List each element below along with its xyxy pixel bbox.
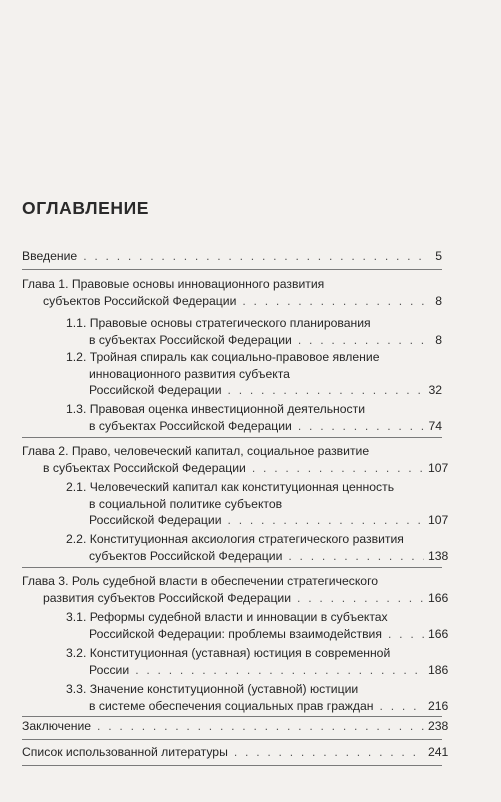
- page-number: 107: [428, 460, 449, 475]
- entry-title-line: Глава 3. Роль судебной власти в обеспечении стратегического: [22, 574, 379, 588]
- entry-last-line: [66, 382, 442, 399]
- page-number: 138: [428, 548, 449, 563]
- entry-last-line: [22, 293, 442, 310]
- entry-title-line: 1.3. Правовая оценка инвестиционной деятельности: [66, 402, 366, 416]
- entry-title-line: 2.2. Конституционная аксиология стратегического развития: [66, 532, 404, 546]
- leader-dots: [228, 382, 424, 399]
- entry-title: Введение: [22, 249, 78, 263]
- leader-dots: [252, 460, 424, 477]
- leader-dots: [97, 718, 424, 735]
- leader-dots: [298, 332, 424, 349]
- divider: [22, 765, 442, 766]
- divider: [22, 437, 442, 438]
- leader-dots: [297, 590, 424, 607]
- entry-last-line: [22, 718, 449, 735]
- toc-entry-section-3-1: [66, 609, 449, 642]
- leader-dots: [288, 548, 424, 565]
- leader-dots: [298, 418, 424, 435]
- leader-dots: [135, 662, 424, 679]
- entry-title-line: Глава 1. Правовые основы инновационного развития: [22, 277, 325, 291]
- entry-title: развития субъектов Российской Федерации: [43, 590, 292, 605]
- leader-dots: [234, 744, 424, 761]
- entry-title: Российской Федерации: [89, 513, 222, 528]
- leader-dots: [380, 698, 424, 715]
- entry-last-line: [22, 744, 449, 761]
- entry-title: Российской Федерации: [89, 383, 222, 398]
- entry-last-line: [66, 548, 449, 565]
- entry-last-line: [66, 698, 449, 715]
- entry-last-line: [66, 418, 442, 435]
- entry-last-line: [22, 248, 442, 265]
- entry-last-line: [66, 512, 449, 529]
- entry-last-line: [66, 332, 442, 349]
- page-number: 186: [428, 662, 449, 677]
- toc-entry-conclusion: [22, 718, 449, 735]
- page-number: 74: [428, 418, 442, 433]
- toc-entry-section-1-2: [66, 349, 442, 399]
- entry-title: в субъектах Российской Федерации: [43, 460, 246, 475]
- toc-entry-chapter-2: [22, 443, 449, 476]
- page-number: 107: [428, 513, 449, 528]
- toc-entry-section-2-2: [66, 531, 449, 564]
- entry-last-line: [22, 590, 449, 607]
- entry-title: в системе обеспечения социальных прав граждан: [89, 698, 374, 713]
- leader-dots: [83, 248, 424, 265]
- page-number: 166: [428, 626, 449, 641]
- toc-title: ОГЛАВЛЕНИЕ: [22, 198, 150, 218]
- page-number: 238: [428, 719, 449, 733]
- page-number: 8: [435, 293, 442, 308]
- entry-title: России: [89, 662, 130, 677]
- entry-last-line: [22, 460, 449, 477]
- entry-title-line: 3.1. Реформы судебной власти и инновации в субъектах: [66, 610, 388, 624]
- entry-title: в субъектах Российской Федерации: [89, 418, 292, 433]
- divider: [22, 739, 442, 740]
- entry-title-line: Глава 2. Право, человеческий капитал, социальное развитие: [22, 444, 370, 458]
- toc-entry-section-2-1: [66, 479, 449, 529]
- entry-title-line: 2.1. Человеческий капитал как конституционная ценность: [66, 480, 395, 494]
- page-number: 8: [435, 332, 442, 347]
- divider: [22, 269, 442, 270]
- toc-entry-section-1-1: [66, 315, 442, 348]
- entry-title: в субъектах Российской Федерации: [89, 332, 292, 347]
- entry-title-line: 1.2. Тройная спираль как социально-правовое явление: [66, 350, 380, 364]
- divider: [22, 567, 442, 568]
- entry-title-line: в социальной политике субъектов: [89, 496, 283, 511]
- toc-entry-introduction: [22, 248, 442, 265]
- toc-entry-chapter-1: [22, 276, 442, 309]
- page-number: 241: [428, 745, 449, 759]
- leader-dots: [388, 626, 424, 643]
- entry-title-line: 1.1. Правовые основы стратегического планирования: [66, 316, 371, 330]
- entry-title: субъектов Российской Федерации: [43, 293, 237, 308]
- toc-entry-section-3-3: [66, 681, 449, 714]
- page-number: 32: [428, 383, 442, 398]
- toc-entry-bibliography: [22, 744, 449, 761]
- entry-title-line: 3.2. Конституционная (уставная) юстиция в современной: [66, 646, 391, 660]
- divider: [22, 716, 442, 717]
- page-number: 166: [428, 590, 449, 605]
- entry-last-line: [66, 626, 449, 643]
- entry-last-line: [66, 662, 449, 679]
- toc-entry-chapter-3: [22, 573, 449, 606]
- entry-title: Заключение: [22, 719, 92, 733]
- toc-entry-section-1-3: [66, 401, 442, 434]
- entry-title: Список использованной литературы: [22, 745, 228, 759]
- toc-entry-section-3-2: [66, 645, 449, 678]
- page-number: 5: [435, 249, 442, 263]
- page-number: 216: [428, 698, 449, 713]
- entry-title: субъектов Российской Федерации: [89, 548, 283, 563]
- leader-dots: [228, 512, 424, 529]
- entry-title-line: инновационного развития субъекта: [89, 366, 290, 381]
- leader-dots: [242, 293, 424, 310]
- entry-title-line: 3.3. Значение конституционной (уставной) юстиции: [66, 682, 359, 696]
- entry-title: Российской Федерации: проблемы взаимодействия: [89, 626, 382, 641]
